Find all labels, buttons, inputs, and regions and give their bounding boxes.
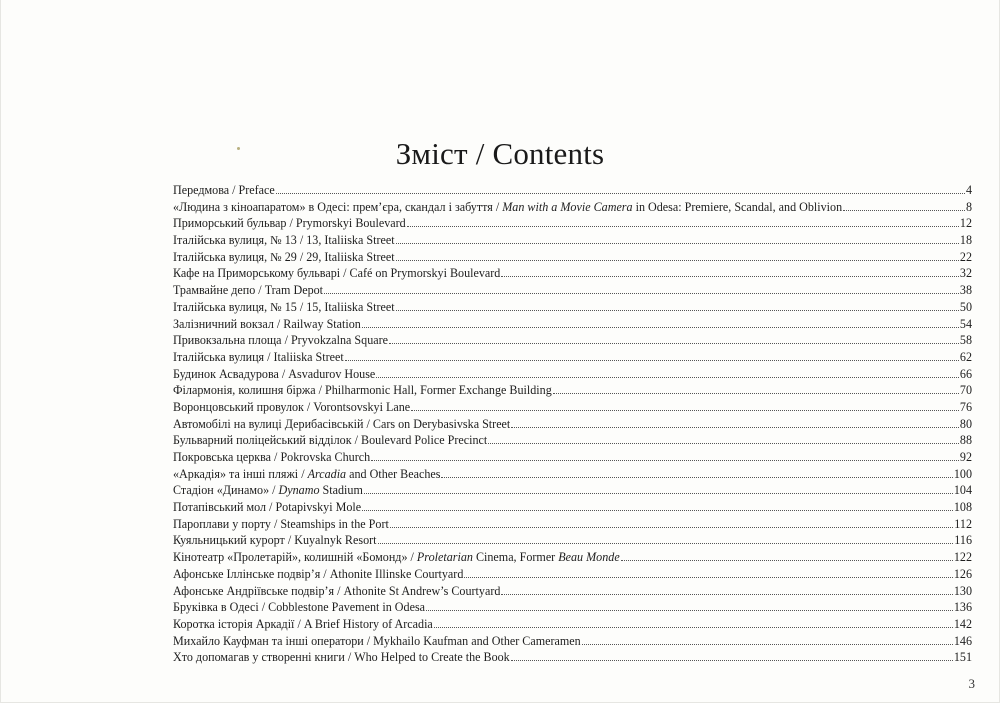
toc-entry[interactable]: [173, 516, 972, 533]
toc-entry-page: 151: [953, 650, 972, 665]
paper-speck: [237, 147, 240, 150]
toc-entry-page: 18: [959, 233, 972, 248]
toc-entry-page: 58: [959, 333, 972, 348]
toc-entry-page: 22: [959, 249, 972, 264]
toc-entry-title-part: Передмова / Preface: [173, 183, 275, 197]
toc-entry[interactable]: [173, 199, 972, 216]
toc-entry-title-part: Stadium: [319, 483, 363, 498]
toc-leader-dots: [843, 210, 965, 211]
toc-entry[interactable]: [173, 232, 972, 249]
toc-entry-title: [173, 366, 375, 383]
toc-entry-page: 104: [953, 483, 972, 498]
toc-leader-dots: [511, 660, 953, 661]
toc-entry-page: 38: [959, 283, 972, 298]
toc-entry[interactable]: [173, 583, 972, 600]
toc-leader-dots: [345, 360, 959, 361]
toc-entry-page: 136: [953, 600, 972, 615]
page-number: 3: [968, 676, 975, 691]
toc-entry[interactable]: [173, 449, 972, 466]
toc-entry-title-italic: Proletarian: [416, 550, 473, 565]
toc-entry-title-part: Кафе на Приморському бульварі / Café on Prymorskyi Boulevard: [173, 266, 501, 281]
toc-entry-title: [173, 282, 323, 299]
toc-leader-dots: [362, 327, 959, 328]
toc-entry-title-part: Воронцовський провулок / Vorontsovskyi Lane: [173, 399, 411, 414]
toc-entry-title-part: «Людина з кіноапаратом» в Одесі: прем’єра, скандал і забуття /: [173, 199, 503, 214]
toc-entry[interactable]: [173, 382, 972, 399]
toc-entry-title: [173, 249, 395, 266]
toc-entry-title-part: Трамвайне депо / Tram Depot: [173, 283, 324, 298]
toc-leader-dots: [501, 276, 959, 277]
toc-leader-dots: [364, 493, 953, 494]
toc-entry-title: [173, 482, 363, 499]
toc-entry-page: 142: [953, 616, 972, 631]
toc-entry-title: [173, 199, 842, 216]
toc-entry[interactable]: [173, 649, 972, 666]
toc-entry-title: [173, 432, 487, 449]
toc-entry[interactable]: [173, 432, 972, 449]
toc-leader-dots: [396, 243, 959, 244]
toc-leader-dots: [324, 293, 959, 294]
toc-entry-title: [173, 549, 620, 566]
toc-leader-dots: [276, 193, 965, 194]
toc-entry-title-italic: Beau Monde: [558, 550, 620, 565]
toc-entry-page: 108: [953, 500, 972, 515]
toc-entry-title-part: Італійська вулиця, № 13 / 13, Italiiska Street: [173, 233, 395, 248]
toc-entry-title-part: Пароплави у порту / Steamships in the Port: [173, 516, 389, 531]
toc-leader-dots: [390, 527, 953, 528]
toc-entry-page: 76: [959, 399, 972, 414]
toc-entry-title-part: Стадіон «Динамо» /: [173, 483, 279, 498]
toc-entry-title: [173, 633, 581, 650]
toc-entry-title: [173, 316, 361, 333]
toc-leader-dots: [434, 627, 953, 628]
toc-entry-title-italic: Arcadia: [307, 466, 347, 481]
toc-entry-page: 126: [953, 566, 972, 581]
toc-leader-dots: [389, 343, 959, 344]
toc-leader-dots: [407, 226, 959, 227]
toc-entry-title-part: Будинок Асвадурова / Asvadurov House: [173, 366, 376, 381]
toc-entry[interactable]: [173, 299, 972, 316]
table-of-contents: [173, 182, 972, 666]
toc-entry[interactable]: [173, 532, 972, 549]
toc-leader-dots: [411, 410, 959, 411]
toc-entry-title-part: Бульварний поліцейський відділок / Boulevard Police Precinct: [173, 433, 488, 448]
toc-entry-title-part: Коротка історія Аркадії / A Brief History of Arcadia: [173, 616, 433, 631]
toc-entry[interactable]: [173, 399, 972, 416]
toc-leader-dots: [621, 560, 953, 561]
toc-leader-dots: [488, 443, 959, 444]
toc-entry-page: 122: [953, 550, 972, 565]
toc-entry-page: 12: [959, 216, 972, 231]
toc-entry-title-part: and Other Beaches: [346, 466, 441, 481]
toc-entry[interactable]: [173, 549, 972, 566]
toc-entry[interactable]: [173, 599, 972, 616]
toc-entry-title: [173, 399, 410, 416]
toc-entry-title-part: Cinema, Former: [472, 550, 559, 565]
toc-entry-title-italic: Dynamo: [278, 483, 320, 498]
toc-entry[interactable]: [173, 416, 972, 433]
toc-entry-page: 92: [959, 450, 972, 464]
toc-entry-page: 32: [959, 266, 972, 281]
toc-entry-page: 70: [959, 383, 972, 398]
toc-entry-title: [173, 265, 500, 282]
toc-entry[interactable]: [173, 366, 972, 383]
toc-entry-page: 130: [953, 583, 972, 598]
toc-entry-title-part: Михайло Кауфман та інші оператори / Mykhailo Kaufman and Other Cameramen: [173, 633, 581, 648]
toc-entry-page: 8: [965, 199, 972, 214]
toc-entry-title: [173, 232, 395, 249]
toc-entry-title: [173, 532, 377, 549]
toc-entry[interactable]: [173, 282, 972, 299]
toc-entry-page: 62: [959, 349, 972, 364]
toc-entry[interactable]: [173, 566, 972, 583]
toc-entry-title: [173, 215, 406, 232]
toc-entry[interactable]: [173, 633, 972, 650]
toc-entry-title-part: Залізничний вокзал / Railway Station: [173, 316, 361, 331]
toc-entry-title: [173, 583, 500, 600]
toc-entry-title-part: Автомобілі на вулиці Дерибасівській / Cars on Derybasivska Street: [173, 416, 511, 431]
toc-entry[interactable]: [173, 249, 972, 266]
toc-leader-dots: [582, 644, 953, 645]
toc-leader-dots: [553, 393, 959, 394]
toc-entry-title: [173, 616, 433, 633]
toc-leader-dots: [362, 510, 953, 511]
toc-entry-title-part: «Аркадія» та інші пляжі /: [173, 466, 308, 481]
page-title: Зміст / Contents: [395, 135, 605, 171]
toc-entry-title: [173, 599, 425, 616]
toc-entry[interactable]: [173, 182, 972, 199]
toc-entry-page: 80: [959, 416, 972, 431]
toc-entry-title: [173, 566, 463, 583]
toc-entry-title-part: Бруківка в Одесі / Cobblestone Pavement in Odesa: [173, 600, 426, 615]
toc-entry-page: 50: [959, 299, 972, 314]
toc-entry[interactable]: [173, 316, 972, 333]
toc-entry-title-part: Афонське Іллінське подвір’я / Athonite Illinske Courtyard: [173, 566, 464, 581]
toc-entry[interactable]: [173, 466, 972, 483]
toc-entry-page: 146: [953, 633, 972, 648]
toc-leader-dots: [396, 310, 959, 311]
toc-entry[interactable]: [173, 265, 972, 282]
toc-leader-dots: [511, 427, 959, 428]
toc-entry[interactable]: [173, 332, 972, 349]
toc-leader-dots: [378, 543, 954, 544]
toc-entry-title: [173, 516, 389, 533]
toc-entry-title: [173, 416, 510, 433]
toc-entry-title: [173, 649, 510, 666]
toc-entry[interactable]: [173, 349, 972, 366]
toc-leader-dots: [426, 610, 953, 611]
toc-entry-title-part: Італійська вулиця / Italiiska Street: [173, 349, 344, 364]
toc-entry-title-part: Кінотеатр «Пролетарій», колишній «Бомонд» /: [173, 550, 417, 565]
toc-entry-title: [173, 449, 370, 466]
toc-entry-page: 4: [965, 183, 972, 197]
toc-entry-title: [173, 299, 395, 316]
toc-entry[interactable]: [173, 482, 972, 499]
toc-entry-title: [173, 182, 275, 199]
toc-entry-title: [173, 466, 440, 483]
toc-entry-title-part: Приморський бульвар / Prymorskyi Boulevard: [173, 216, 406, 231]
toc-entry-title: [173, 349, 344, 366]
toc-entry-page: 100: [953, 466, 972, 481]
toc-entry-title: [173, 382, 552, 399]
toc-entry-page: 54: [959, 316, 972, 331]
toc-entry-title-part: Філармонія, колишня біржа / Philharmonic Hall, Former Exchange Building: [173, 383, 552, 398]
toc-entry-page: 88: [959, 433, 972, 448]
toc-entry-title-part: Італійська вулиця, № 29 / 29, Italiiska Street: [173, 249, 395, 264]
toc-entry-title-part: in Odesa: Premiere, Scandal, and Oblivion: [632, 199, 843, 214]
toc-entry-title-part: Афонське Андріївське подвір’я / Athonite St Andrew’s Courtyard: [173, 583, 501, 598]
toc-leader-dots: [371, 460, 959, 461]
toc-entry-title-italic: Man with a Movie Camera: [502, 199, 633, 214]
toc-entry-title-part: Покровська церква / Pokrovska Church: [173, 450, 371, 464]
toc-entry-title-part: Потапівський мол / Potapivskyi Mole: [173, 500, 362, 515]
toc-entry-title-part: Привокзальна площа / Pryvokzalna Square: [173, 333, 389, 348]
toc-entry[interactable]: [173, 499, 972, 516]
toc-entry-title: [173, 499, 361, 516]
toc-leader-dots: [441, 477, 952, 478]
toc-entry-title-part: Куяльницький курорт / Kuyalnyk Resort: [173, 533, 377, 548]
toc-leader-dots: [376, 377, 959, 378]
toc-leader-dots: [501, 594, 952, 595]
toc-entry-page: 66: [959, 366, 972, 381]
toc-entry-title-part: Італійська вулиця, № 15 / 15, Italiiska Street: [173, 299, 395, 314]
toc-leader-dots: [396, 260, 959, 261]
toc-entry-page: 116: [954, 533, 972, 548]
toc-entry[interactable]: [173, 215, 972, 232]
toc-entry-title: [173, 332, 388, 349]
toc-entry-title-part: Хто допомагав у створенні книги / Who Helped to Create the Book: [173, 650, 510, 665]
toc-entry[interactable]: [173, 616, 972, 633]
toc-leader-dots: [464, 577, 952, 578]
toc-entry-page: 112: [954, 516, 972, 531]
